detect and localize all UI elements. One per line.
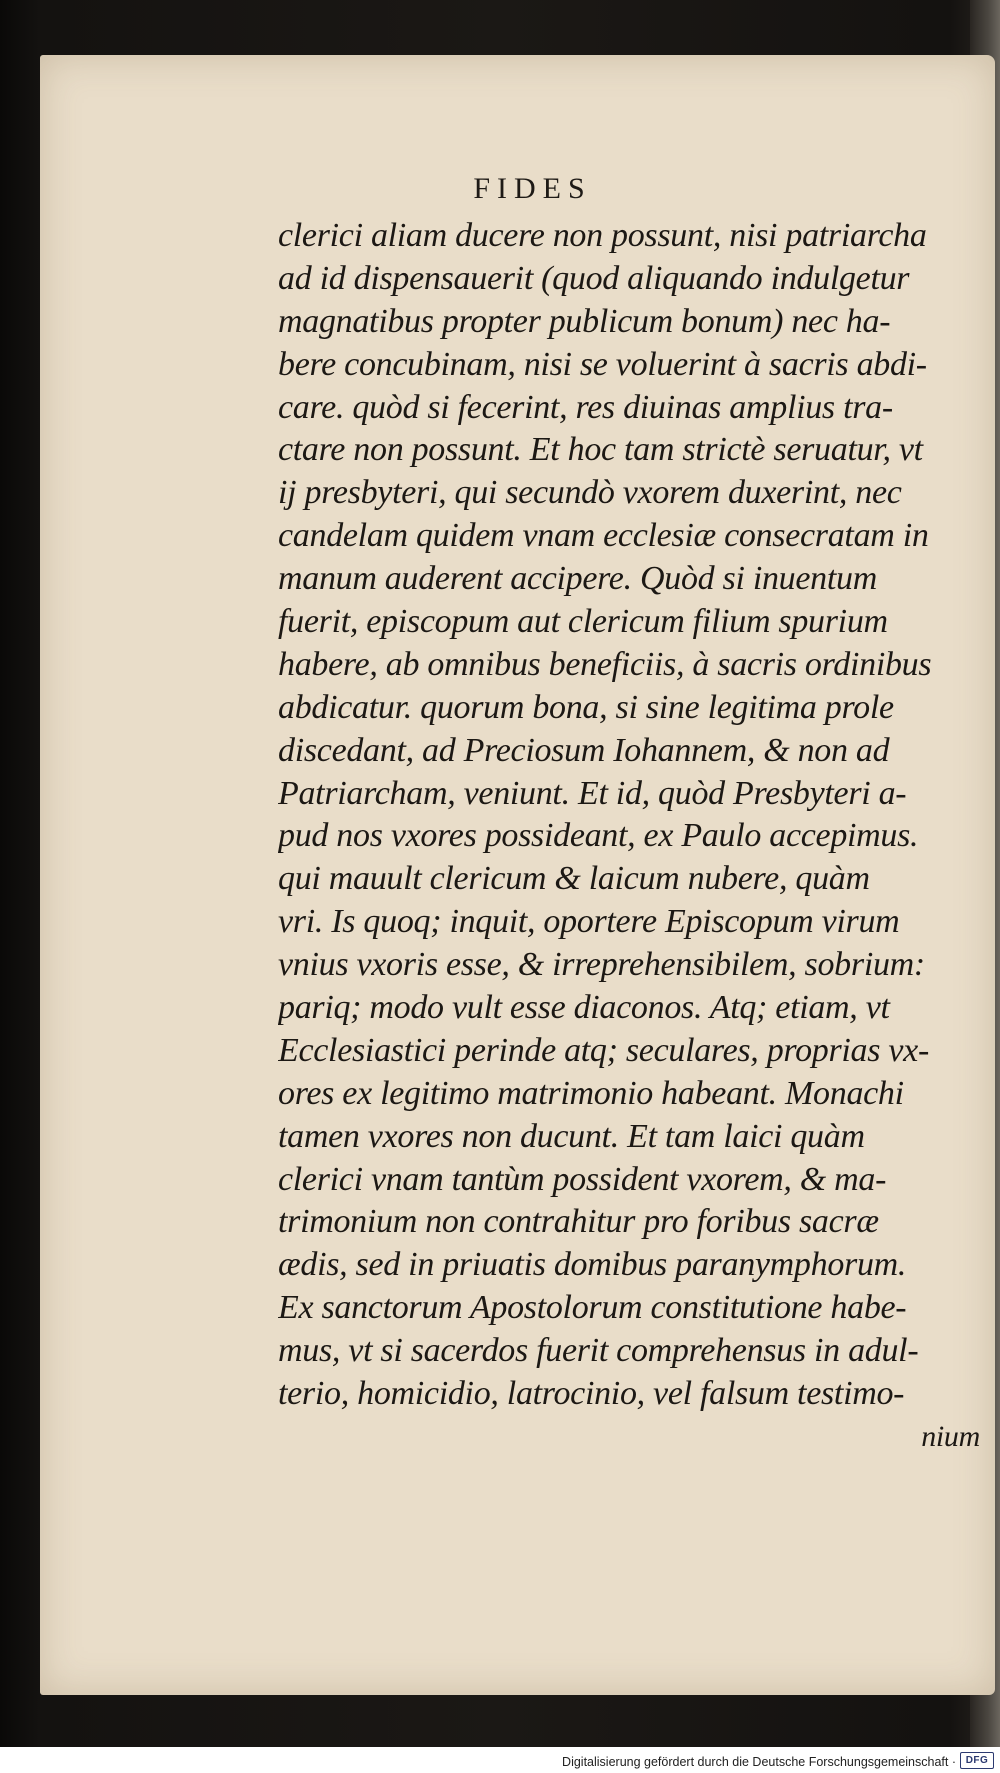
text-line: qui mauult clericum & laicum nubere, quàm — [278, 860, 870, 898]
catchword: nium — [921, 1419, 980, 1453]
text-line: clerici aliam ducere non possunt, nisi patriarcha — [278, 217, 927, 254]
text-line: pariq; modo vult esse diaconos. Atq; etiam, vt — [278, 989, 890, 1027]
text-line: Ecclesiastici perinde atq; seculares, proprias vx- — [278, 1031, 929, 1069]
text-line: candelam quidem vnam ecclesiæ consecratam in — [278, 517, 929, 555]
text-line: Ex sanctorum Apostolorum constitutione habe- — [278, 1289, 907, 1327]
text-line: terio, homicidio, latrocinio, vel falsum testimo- — [278, 1375, 905, 1413]
text-line: manum auderent accipere. Quòd si inuentum — [278, 560, 877, 598]
text-line: trimonium non contrahitur pro foribus sacræ — [278, 1203, 879, 1241]
text-line: Patriarcham, veniunt. Et id, quòd Presbyteri a- — [278, 774, 907, 812]
book-page — [40, 55, 995, 1695]
text-block — [278, 215, 988, 1459]
text-line: vri. Is quoq; inquit, oportere Episcopum virum — [278, 903, 900, 941]
text-line: discedant, ad Preciosum Iohannem, & non ad — [278, 731, 890, 769]
text-line: ctare non possunt. Et hoc tam strictè seruatur, vt — [278, 431, 923, 469]
text-line: care. quòd si fecerint, res diuinas amplius tra- — [278, 388, 893, 426]
text-line: vnius vxoris esse, & irreprehensibilem, sobrium: — [278, 946, 925, 984]
text-line: ij presbyteri, qui secundò vxorem duxerint, nec — [278, 474, 902, 512]
funding-credit: Digitalisierung gefördert durch die Deutsche Forschungsgemeinschaft · — [562, 1755, 956, 1769]
running-head: FIDES — [473, 172, 592, 205]
text-line: pud nos vxores possideant, ex Paulo accepimus. — [278, 817, 919, 855]
text-line: tamen vxores non ducunt. Et tam laici quàm — [278, 1117, 865, 1155]
footer-strip — [0, 1747, 1000, 1773]
text-line: ædis, sed in priuatis domibus paranymphorum. — [278, 1246, 907, 1284]
text-line: magnatibus propter publicum bonum) nec ha- — [278, 302, 891, 340]
text-line: mus, vt si sacerdos fuerit comprehensus in adul- — [278, 1332, 919, 1370]
text-line: fuerit, episcopum aut clericum filium spurium — [278, 603, 888, 641]
text-line: bere concubinam, nisi se voluerint à sacris abdi- — [278, 345, 927, 383]
text-line: habere, ab omnibus beneficiis, à sacris ordinibus — [278, 645, 932, 683]
dfg-logo-icon: DFG — [960, 1752, 994, 1769]
text-line: abdicatur. quorum bona, si sine legitima prole — [278, 688, 894, 726]
text-line: ores ex legitimo matrimonio habeant. Monachi — [278, 1074, 904, 1112]
text-line: clerici vnam tantùm possident vxorem, & ma- — [278, 1160, 887, 1198]
text-line: ad id dispensauerit (quod aliquando indulgetur — [278, 259, 910, 297]
